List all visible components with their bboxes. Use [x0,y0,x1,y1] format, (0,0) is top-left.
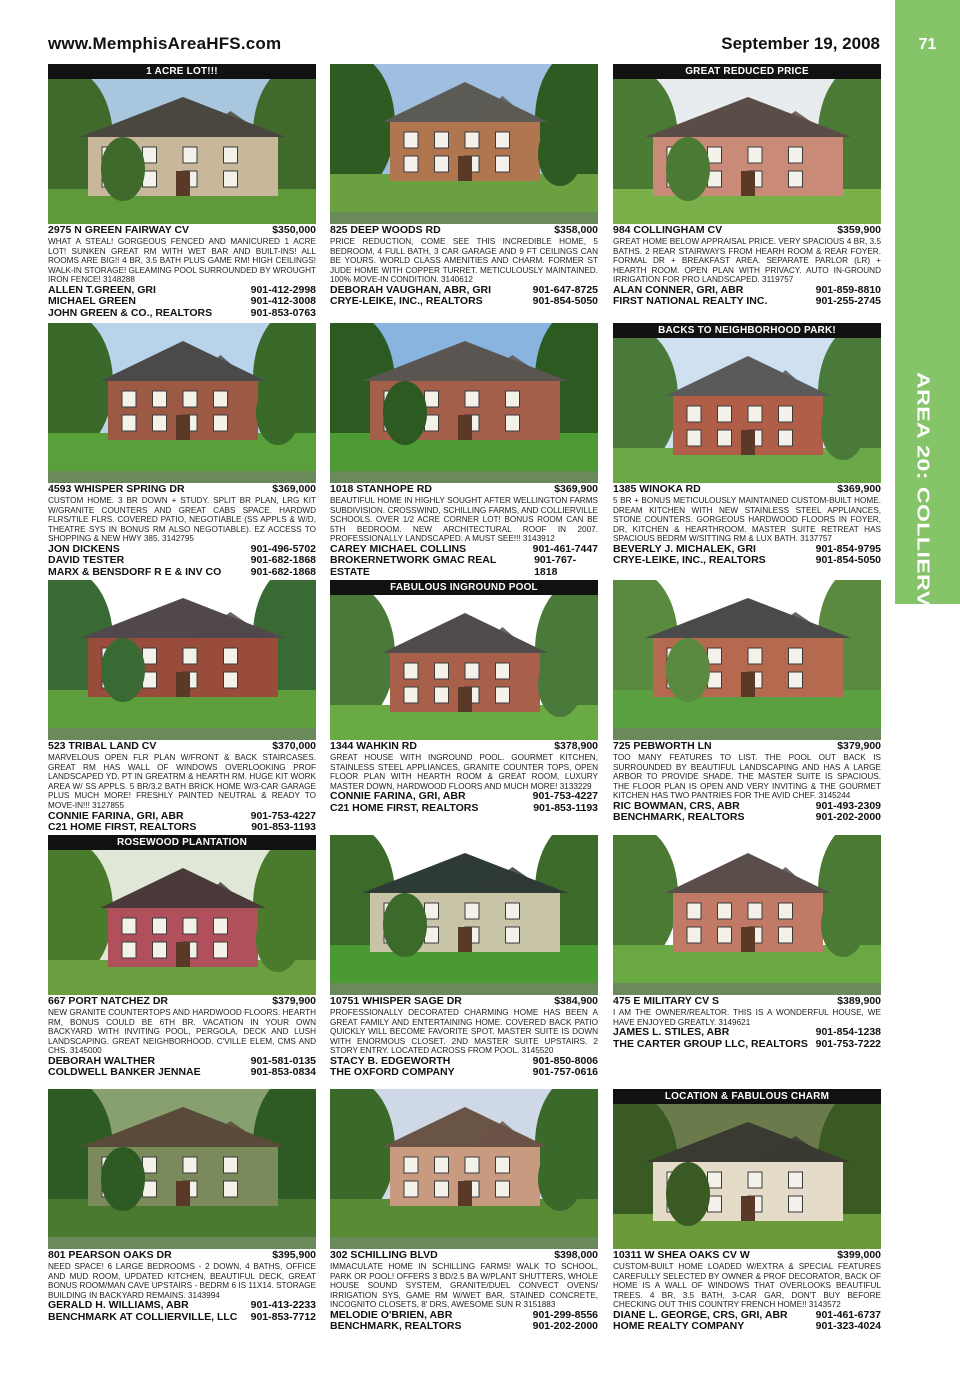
contact-phone[interactable]: 901-413-2233 [250,1299,316,1312]
contact-phone[interactable]: 901-757-0616 [532,1066,598,1079]
listing-photo[interactable] [613,79,881,224]
listing-photo[interactable] [48,580,316,740]
contact-phone[interactable]: 901-461-6737 [815,1308,881,1321]
contact-phone[interactable]: 901-853-1193 [533,801,598,814]
listing-address[interactable]: 825 DEEP WOODS RD [330,224,441,236]
listing-description: NEED SPACE! 6 LARGE BEDROOMS - 2 DOWN, 4 BATHS, OFFICE AND MUD ROOM, UPDATED KITCHEN, BEAUTIFUL DECK, GREAT BONUS ROOM/MAN CAVE UPSTAIRS - BEDRM 6 IS 11X14. STORAGE BUILDING IN BACKYARD REMAINS. 3143994 [48,1262,316,1300]
listing-info [330,740,598,814]
contact-phone[interactable]: 901-853-7712 [250,1310,316,1323]
listing-info [330,995,598,1079]
listing-price: $369,900 [554,483,598,495]
listing-contact [613,296,881,307]
listing-description: MARVELOUS OPEN FLR PLAN W/FRONT & BACK STAIRCASES. GREAT RM HAS WALL OF WINDOWS OVERLOOKING PROF LANDSCAPED YD. PT IN GREATRM & HEARTH RM. HUGE KIT WORK AREA W/ SS APPLS. 5 BR/3.2 BATH BRICK HOME W/3-CAR GARAGE PLUS MUCH MORE! FRESHLY PAINTED NEUTRAL & READY TO MOVE-IN!!! 3127855 [48,753,316,810]
listing-contact [48,308,316,319]
listing-photo[interactable] [48,79,316,224]
listing-price: $379,900 [837,740,881,752]
listing-info [48,740,316,833]
listing-card [48,64,316,319]
listing-title-row [613,740,881,752]
listing-banner: 1 ACRE LOT!!! [48,64,316,79]
contact-phone[interactable]: 901-753-4227 [532,790,598,803]
listing-price: $359,900 [837,224,881,236]
contact-phone[interactable]: 901-412-2998 [250,283,316,296]
contact-name: JOHN GREEN & CO., REALTORS [48,306,213,319]
listing-info [330,483,598,578]
contact-phone[interactable]: 901-682-1868 [250,565,316,578]
contact-phone[interactable]: 901-854-1238 [815,1026,881,1039]
listing-contact [330,555,598,578]
contact-phone[interactable]: 901-581-0135 [250,1054,316,1067]
listing-title-row [330,483,598,495]
house-illustration [48,1089,316,1237]
listing-card [48,323,316,578]
listing-info [48,1249,316,1323]
listing-photo[interactable] [330,64,598,224]
house-illustration [613,1104,881,1249]
house-illustration [330,323,598,471]
house-illustration [613,580,881,728]
contact-phone[interactable]: 901-412-3008 [250,295,316,308]
contact-name: HOME REALTY COMPANY [613,1320,745,1333]
listing-description: IMMACULATE HOME IN SCHILLING FARMS! WALK TO SCHOOL, PARK OR POOL! OFFERS 3 BD/2.5 BA W/PLANT SHUTTERS, WHOLE HOUSE SOUND SYSTEM, GRANITE/DUEL CONVECT OVENS/ IRRIGATION SYS, GAME RM W/WET BAR, STAINED CONCRETE, INCOGNITO CLOSETS, 8' DRS, AWESOME SUN R 3151883 [330,1262,598,1310]
contact-phone[interactable]: 901-647-8725 [532,283,598,296]
contact-name: STACY B. EDGEWORTH [330,1054,451,1067]
listing-card [613,323,881,578]
listing-description: I AM THE OWNER/REALTOR. THIS IS A WONDERFUL HOUSE, WE HAVE ENJOYED GREATLY. 3149621 [613,1008,881,1027]
house-illustration [330,64,598,212]
listing-contact [330,1067,598,1078]
contact-name: DIANE L. GEORGE, CRS, GRI, ABR [613,1308,788,1321]
listing-photo[interactable] [48,1089,316,1249]
listing-description: PRICE REDUCTION, COME SEE THIS INCREDIBLE HOME, 5 BEDROOM, 4 FULL BATH, 3 CAR GARAGE AND 9 FT CEILINGS CAN BE YOURS. WORLD CLASS AMENITIES AND CHARM. FORMER ST JUDE HOME WITH COPPER TURRET. METICULOUSLY MAINTAINED. 100% MOVE-IN CONDITION. 3140612 [330,237,598,285]
listing-title-row [613,1249,881,1261]
listing-price: $379,900 [272,995,316,1007]
contact-phone[interactable]: 901-753-4227 [250,809,316,822]
listing-address[interactable]: 667 PORT NATCHEZ DR [48,995,168,1007]
listing-price: $378,900 [554,740,598,752]
listing-title-row [48,483,316,495]
listing-photo[interactable] [48,850,316,995]
listing-address[interactable]: 2975 N GREEN FAIRWAY CV [48,224,190,236]
listing-title-row [48,224,316,236]
contact-name: THE CARTER GROUP LLC, REALTORS [613,1037,808,1050]
house-illustration [613,338,881,483]
listing-price: $358,000 [554,224,598,236]
contact-phone[interactable]: 901-493-2309 [815,799,881,812]
contact-name: JAMES L. STILES, ABR [613,1026,730,1039]
listing-price: $384,900 [554,995,598,1007]
listing-card [48,835,316,1090]
listing-banner: ROSEWOOD PLANTATION [48,835,316,850]
listing-photo[interactable] [613,1104,881,1249]
house-illustration [48,850,316,995]
page-header-date: September 19, 2008 [721,34,880,53]
contact-phone[interactable]: 901-202-2000 [532,1320,598,1333]
listing-address[interactable]: 801 PEARSON OAKS DR [48,1249,172,1261]
listing-title-row [330,1249,598,1261]
contact-name: DAVID TESTER [48,554,125,567]
contact-phone[interactable]: 901-496-5702 [250,542,316,555]
contact-name: RIC BOWMAN, CRS, ABR [613,799,740,812]
house-illustration [48,79,316,224]
listing-description: GREAT HOUSE WITH INGROUND POOL. GOURMET KITCHEN, STAINLESS STEEL APPLIANCES, GRANITE COUNTER TOPS, OPEN FLOOR PLAN WITH HEARTH ROOM & GREAT ROOM, LUXURY MASTER DOWN, HARDWOOD FLOORS AND MUCH MORE! 3133229 [330,753,598,791]
listing-contact [613,1027,881,1038]
listing-info [330,224,598,308]
listing-banner: GREAT REDUCED PRICE [613,64,881,79]
contact-phone[interactable]: 901-853-0834 [250,1066,316,1079]
listing-info [330,1249,598,1333]
listing-banner: FABULOUS INGROUND POOL [330,580,598,595]
listing-address[interactable]: 984 COLLINGHAM CV [613,224,723,236]
contact-phone[interactable]: 901-461-7447 [532,542,598,555]
listing-description: 5 BR + BONUS METICULOUSLY MAINTAINED CUSTOM-BUILT HOME. DREAM KITCHEN WITH NEW STAINLESS STEEL APPLIANCES, STONE COUNTERS. GORGEOUS HARDWOOD FLOORS IN FOYER, DR, KITCHEN & HEARTHROOM. MASTER SUITE RETREAT HAS SPACIOUS BEDRM W/SITTING RM & LUX BATH. 3137757 [613,496,881,544]
contact-name: MARX & BENSDORF R E & INV CO [48,565,222,578]
listing-photo[interactable] [48,323,316,483]
listing-title-row [613,224,881,236]
listing-contact [613,555,881,566]
contact-name: CRYE-LEIKE, INC., REALTORS [613,554,766,567]
contact-name: ALAN CONNER, GRI, ABR [613,283,744,296]
contact-phone[interactable]: 901-854-5050 [815,554,881,567]
contact-phone[interactable]: 901-850-8006 [532,1054,598,1067]
contact-name: ALLEN T.GREEN, GRI [48,283,156,296]
listing-price: $389,900 [837,995,881,1007]
listing-title-row [330,224,598,236]
listing-info [613,995,881,1050]
listing-contact [330,1321,598,1332]
house-illustration [613,835,881,983]
listing-contact [330,296,598,307]
listing-info [48,995,316,1079]
listing-contact [613,1039,881,1050]
listing-info [613,483,881,567]
listing-info [613,1249,881,1333]
listing-title-row [330,740,598,752]
listing-contact [48,567,316,578]
listing-card [330,323,598,578]
contact-name: CRYE-LEIKE, INC., REALTORS [330,295,483,308]
contact-name: BENCHMARK, REALTORS [330,1320,462,1333]
listing-card [48,1089,316,1344]
listing-title-row [48,740,316,752]
house-illustration [48,323,316,471]
listing-description: GREAT HOME BELOW APPRAISAL PRICE. VERY SPACIOUS 4 BR, 3.5 BATHS. 2 REAR STAIRWAYS FROM HEARH ROOM & REAR FOYER. FORMAL DR + BREAKFAST AREA. SEPARATE PARLOR (LR) + HEARTH ROOM. OPEN PLAN WITH PRIVACY. AUTO IN-GROUND IRRIGATION FOR PRO LANDSCAPED. 3119757 [613,237,881,285]
listing-address[interactable]: 523 TRIBAL LAND CV [48,740,157,752]
listing-photo[interactable] [613,835,881,995]
listing-price: $369,000 [272,483,316,495]
listing-photo[interactable] [330,835,598,995]
contact-phone[interactable]: 901-753-7222 [815,1037,881,1050]
contact-name: JON DICKENS [48,542,120,555]
listing-description: PROFESSIONALLY DECORATED CHARMING HOME HAS BEEN A GREAT FAMILY AND ENTERTAINING HOME. COVERED BACK PATIO QUICKLY WILL BECOME FAVORITE SPOT. MASTER SUITE IS DOWN WITH ENORMOUS CLOSET. 2ND MASTER SUITE UPSTAIRS. 2 STORY ENTRY. LOCATED ACROSS FROM POOL. 3145520 [330,1008,598,1056]
page-header-url: www.MemphisAreaHFS.com [48,34,282,53]
listing-photo[interactable] [613,338,881,483]
listing-card [48,580,316,835]
contact-phone[interactable]: 901-323-4024 [815,1320,881,1333]
contact-name: FIRST NATIONAL REALTY INC. [613,295,768,308]
listing-address[interactable]: 1385 WINOKA RD [613,483,701,495]
listing-contact [613,1321,881,1332]
listing-banner: LOCATION & FABULOUS CHARM [613,1089,881,1104]
contact-name: CONNIE FARINA, GRI, ABR [48,809,184,822]
listing-card [330,580,598,835]
contact-name: MICHAEL GREEN [48,295,136,308]
contact-phone[interactable]: 901-853-0763 [250,306,316,319]
listing-contact [613,812,881,823]
contact-phone[interactable]: 901-299-8556 [532,1308,598,1321]
contact-name: MELODIE O'BRIEN, ABR [330,1308,453,1321]
contact-name: CONNIE FARINA, GRI, ABR [330,790,466,803]
listing-card [613,64,881,319]
listing-photo[interactable] [330,323,598,483]
listing-description: NEW GRANITE COUNTERTOPS AND HARDWOOD FLOORS. HEARTH RM, BONUS COULD BE 6TH BR. VACATION IN YOUR OWN BACKYARD WITH INVITING POOL, PERGOLA, DECK AND LUSH LANDSCAPING. GREAT NEIGHBORHOOD. C'VILLE ELEM, CMS AND CHS. 3145000 [48,1008,316,1056]
listing-info [48,224,316,319]
listing-info [613,740,881,824]
contact-phone[interactable]: 901-767-1818 [534,554,577,578]
listing-description: CUSTOM-BUILT HOME LOADED W/EXTRA & SPECIAL FEATURES CAREFULLY SELECTED BY OWNER & PROF DECORATOR, BACK OF HOME IS A WALL OF WINDOWS THAT OVERLOOKS BEAUTIFUL TREES. 4 BR, 3.5 BATH, 3-CAR GAR, DON'T BUY BEFORE CHECKING OUT THIS COUNTRY FRENCH HOME!! 3143572 [613,1262,881,1310]
listing-title-row [613,995,881,1007]
listing-description: CUSTOM HOME. 3 BR DOWN + STUDY. SPLIT BR PLAN, LRG KIT W/GRANITE COUNTERS AND GREAT CABS SPACE. HARDWD FLRS/TILE FLRS. COVERED PATIO, NEGOTIABLE (SS APPLS & W/D, THEATRE SYS IN BONUS RM ALSO NEGOTIABLE). EZ ACCESS TO SHOPPING & NEW HWY 385. 3142795 [48,496,316,544]
listing-address[interactable]: 10311 W SHEA OAKS CV W [613,1249,750,1261]
contact-phone[interactable]: 901-853-1193 [251,820,316,833]
contact-name: BENCHMARK AT COLLIERVILLE, LLC [48,1310,238,1323]
listing-card [330,64,598,319]
contact-phone[interactable]: 901-682-1868 [250,554,316,567]
contact-name: BEVERLY J. MICHALEK, GRI [613,542,756,555]
contact-phone[interactable]: 901-854-5050 [532,295,598,308]
listing-card [613,580,881,835]
contact-name: THE OXFORD COMPANY [330,1066,455,1079]
contact-name: BENCHMARK, REALTORS [613,811,745,824]
listing-price: $350,000 [272,224,316,236]
contact-name: DEBORAH VAUGHAN, ABR, GRI [330,283,492,296]
listing-photo[interactable] [613,580,881,740]
house-illustration [48,580,316,728]
listing-price: $369,900 [837,483,881,495]
listing-info [48,483,316,578]
contact-name: C21 HOME FIRST, REALTORS [48,820,197,833]
house-illustration [330,835,598,983]
listing-contact [48,1067,316,1078]
listing-photo[interactable] [330,1089,598,1249]
listing-description: BEAUTIFUL HOME IN HIGHLY SOUGHT AFTER WELLINGTON FARMS SUBDIVISION. CROSSWIND, SCHILLING FARMS, AND COLLIERVILLE SCHOOLS. OVER 1/2 ACRE CORNER LOT! BONUS ROOM CAN BE 5TH BEDROOM. NEW ARCHITECTURAL ROOF IN 2007. PROFESSIONALLY LANDSCAPED. A MUST SEE!!! 3143912 [330,496,598,544]
listing-address[interactable]: 1344 WAHKIN RD [330,740,417,752]
listing-address[interactable]: 302 SCHILLING BLVD [330,1249,438,1261]
listing-info [613,224,881,308]
contact-name: C21 HOME FIRST, REALTORS [330,801,479,814]
house-illustration [330,595,598,740]
listing-address[interactable]: 475 E MILITARY CV S [613,995,719,1007]
area-label: AREA 20: COLLIERVILLE [913,372,935,659]
listing-address[interactable]: 1018 STANHOPE RD [330,483,432,495]
contact-phone[interactable]: 901-859-8810 [815,283,881,296]
listing-address[interactable]: 4593 WHISPER SPRING DR [48,483,185,495]
area-side-tab [895,0,960,659]
listing-price: $398,000 [554,1249,598,1261]
listing-title-row [330,995,598,1007]
contact-name: DEBORAH WALTHER [48,1054,156,1067]
listing-price: $399,000 [837,1249,881,1261]
listing-price: $370,000 [272,740,316,752]
listing-banner: BACKS TO NEIGHBORHOOD PARK! [613,323,881,338]
listing-card [330,1089,598,1344]
listing-title-row [48,1249,316,1261]
listing-contact [330,803,598,814]
listing-address[interactable]: 10751 WHISPER SAGE DR [330,995,462,1007]
contact-name: COLDWELL BANKER JENNAE [48,1066,201,1079]
contact-name: CAREY MICHAEL COLLINS [330,542,467,555]
listing-card [613,835,881,1090]
listing-title-row [613,483,881,495]
contact-name: BROKERNETWORK GMAC REAL ESTATE [330,554,497,578]
listing-contact [48,1312,316,1323]
contact-phone[interactable]: 901-255-2745 [815,295,881,308]
page-number: 71 [918,36,937,53]
contact-phone[interactable]: 901-202-2000 [815,811,881,824]
listing-description: TOO MANY FEATURES TO LIST. THE POOL OUT BACK IS SURROUNDED BY BEAUTIFUL LANDSCAPING AND HAS A LARGE ARBOR TO PROVIDE SHADE. THE MASTER SUITE IS SPACIOUS. THE FLOOR PLAN IS OPEN AND VERY INVITING & THE GOURMET KITCHEN HAS TWO PANTRIES FOR THE AVID CHEF. 3145244 [613,753,881,801]
house-illustration [613,79,881,224]
listing-card [330,835,598,1090]
listing-description: WHAT A STEAL! GORGEOUS FENCED AND MANICURED 1 ACRE LOT! SUNKEN GREAT RM WITH WET BAR AND BUILT-INS! ALL ROOMS ARE BIG!! 4 BR, 3.5 BATH PLUS GAME RM! HIGH CEILINGS! WALK-IN STORAGE! GLEAMING POOL SURROUNDED BY WROUGHT IRON FENCE! 3148288 [48,237,316,285]
listing-photo[interactable] [330,595,598,740]
contact-name: GERALD H. WILLIAMS, ABR [48,1299,189,1312]
contact-phone[interactable]: 901-854-9795 [815,542,881,555]
listing-address[interactable]: 725 PEBWORTH LN [613,740,712,752]
listing-contact [48,822,316,833]
listing-title-row [48,995,316,1007]
listing-price: $395,900 [272,1249,316,1261]
listing-card [613,1089,881,1344]
house-illustration [330,1089,598,1237]
